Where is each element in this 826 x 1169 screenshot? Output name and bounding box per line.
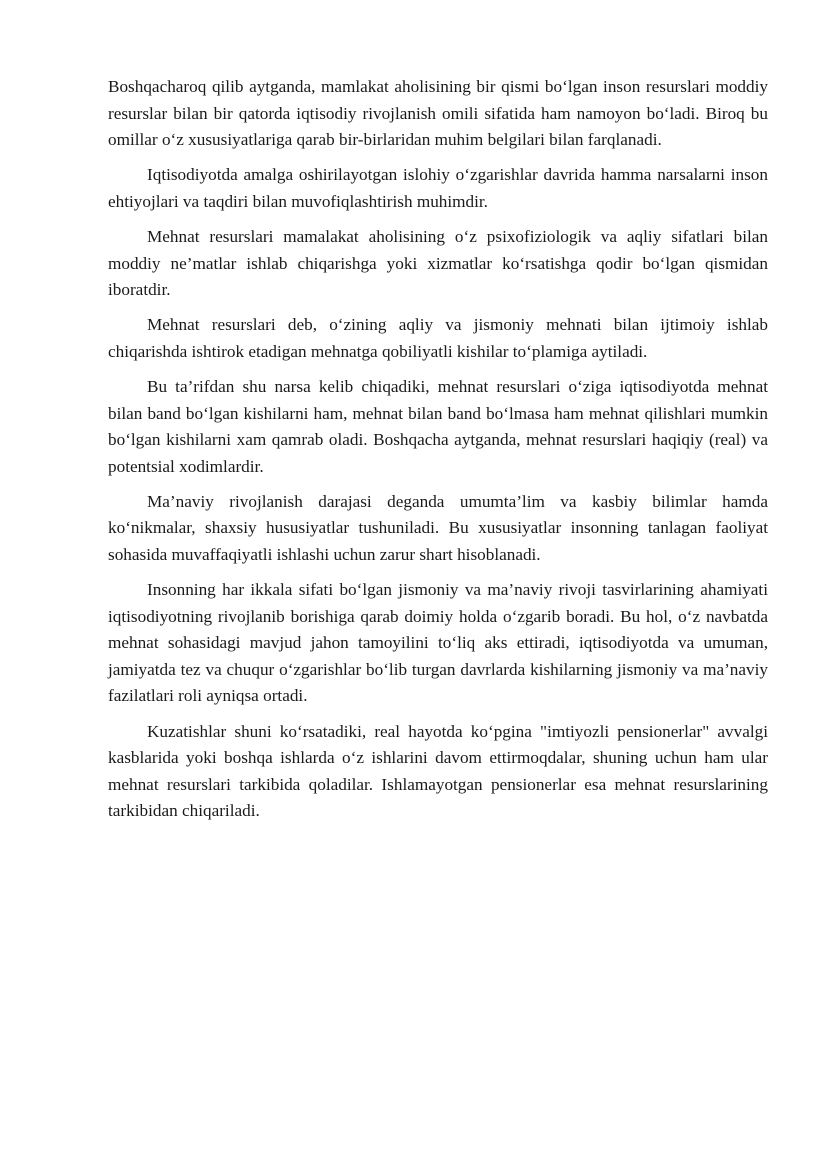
paragraph-2: Iqtisodiyotda amalga oshirilayotgan islohiy o‘zgarishlar davrida hamma narsalarni inson ehtiyojlari va taqdiri bilan muvofiqlashtirish muhimdir. (108, 165, 768, 211)
paragraph-7: Insonning har ikkala sifati bo‘lgan jismoniy va ma’naviy rivoji tasvirlarining ahamiyati iqtisodiyotning rivojlanib borishiga qarab doimiy holda o‘zgarib boradi. Bu hol, o‘z navbatda mehnat sohasidagi mavjud jahon tamoyilini to‘liq aks ettiradi, iqtisodiyotda va umuman, jamiyatda tez va chuqur o‘zgarishlar bo‘lib turgan davrlarda kishilarning jismoniy va ma’naviy fazilatlari roli ayniqsa ortadi. (108, 580, 768, 706)
paragraph-3: Mehnat resurslari mamalakat aholisining o‘z psixofiziologik va aqliy sifatlari bilan moddiy ne’matlar ishlab chiqarishga yoki xizmatlar ko‘rsatishga qodir bo‘lgan qismidan iboratdir. (108, 226, 768, 300)
paragraph-4: Mehnat resurslari deb, o‘zining aqliy va jismoniy mehnati bilan ijtimoiy ishlab chiqarishda ishtirok etadigan mehnatga qobiliyatli kishilar to‘plamiga aytiladi. (108, 315, 768, 361)
paragraph-8: Kuzatishlar shuni ko‘rsatadiki, real hayotda ko‘pgina "imtiyozli pensionerlar" avvalgi kasblarida yoki boshqa ishlarda o‘z ishlarini davom ettirmoqdalar, shuning uchun ham ular mehnat resurslari tarkibida qoladilar. Ishlamayotgan pensionerlar esa mehnat resurslarining tarkibidan chiqariladi. (108, 721, 768, 821)
paragraph-1: Boshqacharoq qilib aytganda, mamlakat aholisining bir qismi bo‘lgan inson resurslari moddiy resurslar bilan bir qatorda iqtisodiy rivojlanish omili sifatida ham namoyon bo‘ladi. Biroq bu omillar o‘z xususiyatlariga qarab bir-birlaridan muhim belgilari bilan farqlanadi. (108, 77, 768, 150)
paragraph-5: Bu ta’rifdan shu narsa kelib chiqadiki, mehnat resurslari o‘ziga iqtisodiyotda mehnat bilan band bo‘lgan kishilarni ham, mehnat bilan band bo‘lmasa ham mehnat qilishlari mumkin bo‘lgan kishilarni xam qamrab oladi. Boshqacha aytganda, mehnat resurslari haqiqiy (real) va potentsial xodimlardir. (108, 376, 768, 476)
paragraph-6: Ma’naviy rivojlanish darajasi deganda umumta’lim va kasbiy bilimlar hamda ko‘nikmalar, shaxsiy hususiyatlar tushuniladi. Bu xususiyatlar insonning tanlagan faoliyat sohasida muvaffaqiyatli ishlashi uchun zarur shart hisoblanadi. (108, 491, 768, 564)
document-page (108, 74, 768, 833)
